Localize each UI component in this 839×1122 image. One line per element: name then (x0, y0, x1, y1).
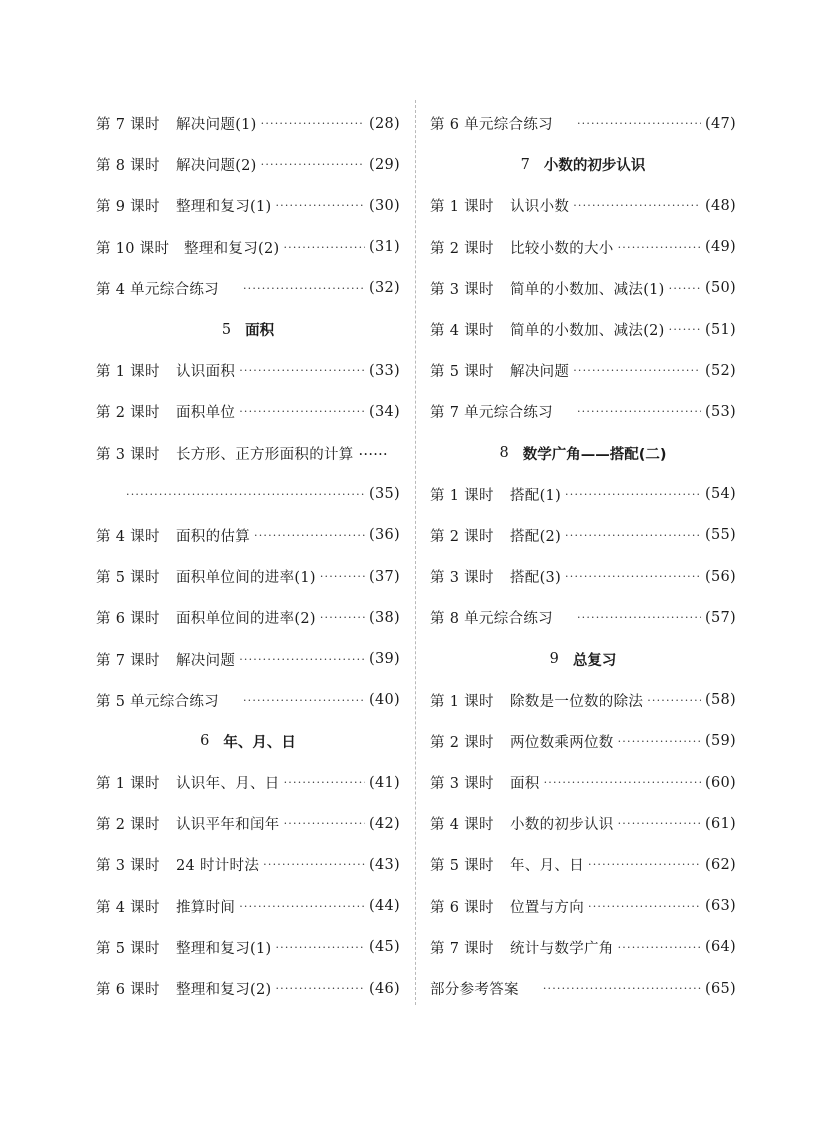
toc-entry[interactable] (96, 968, 400, 1009)
lesson-label: 第 5 课时 (96, 940, 160, 957)
toc-entry[interactable] (96, 268, 400, 309)
dot-leader (243, 282, 365, 295)
unit-title: 年、月、日 (223, 734, 296, 751)
page-number: (32) (369, 280, 400, 297)
lesson-title: 24 时计时法 (176, 858, 260, 875)
dot-leader (618, 735, 701, 748)
lesson-label: 第 2 课时 (430, 240, 494, 257)
page-number: (42) (369, 815, 400, 832)
lesson-label: 第 4 课时 (430, 323, 494, 340)
page-number: (31) (369, 239, 400, 256)
dot-leader (618, 817, 701, 830)
dot-leader (254, 529, 365, 542)
unit-heading (430, 638, 736, 679)
page-number: (28) (369, 115, 400, 132)
lesson-title: 认识年、月、日 (176, 776, 280, 793)
lesson-title: 整理和复习(2) (184, 240, 280, 257)
dot-leader (573, 364, 701, 377)
lesson-label: 第 2 课时 (430, 734, 494, 751)
page-number: (48) (705, 197, 736, 214)
lesson-title: 解决问题(1) (176, 117, 257, 134)
lesson-title: 长方形、正方形面积的计算 ······ (176, 446, 388, 463)
lesson-title: 统计与数学广角 (510, 940, 614, 957)
lesson-title: 面积单位 (176, 405, 236, 422)
dot-leader (275, 982, 365, 995)
unit-number: 9 (549, 651, 559, 668)
dot-leader (577, 611, 701, 624)
dot-leader (543, 982, 701, 995)
toc-entry[interactable] (430, 762, 736, 803)
page-number: (47) (705, 115, 736, 132)
dot-leader (239, 364, 365, 377)
toc-entry[interactable] (96, 886, 400, 927)
lesson-title: 年、月、日 (510, 858, 584, 875)
unit-heading (96, 721, 400, 762)
lesson-label: 第 3 课时 (430, 281, 494, 298)
dot-leader (544, 776, 701, 789)
page-number: (60) (705, 774, 736, 791)
toc-entry[interactable] (430, 515, 736, 556)
lesson-label: 第 3 课时 (430, 776, 494, 793)
toc-entry[interactable] (430, 803, 736, 844)
lesson-title: 搭配(2) (510, 528, 562, 545)
toc-entry[interactable] (96, 803, 400, 844)
dot-leader (275, 941, 365, 954)
page-number: (64) (705, 939, 736, 956)
lesson-title: 解决问题 (510, 364, 570, 381)
page-number: (43) (369, 856, 400, 873)
page-number: (34) (369, 403, 400, 420)
toc-right-column (430, 103, 736, 1009)
dot-leader (126, 488, 365, 501)
page-number: (61) (705, 815, 736, 832)
lesson-title: 面积的估算 (176, 528, 250, 545)
toc-entry-continuation[interactable] (96, 474, 400, 515)
page-number: (52) (705, 362, 736, 379)
lesson-label: 第 4 单元综合练习 (96, 281, 219, 298)
toc-entry[interactable] (430, 103, 736, 144)
toc-entry[interactable] (96, 515, 400, 556)
lesson-label: 第 8 课时 (96, 158, 160, 175)
lesson-label: 第 3 课时 (96, 446, 160, 463)
page-number: (63) (705, 898, 736, 915)
toc-entry[interactable] (430, 886, 736, 927)
toc-entry[interactable] (96, 391, 400, 432)
lesson-title: 简单的小数加、减法(2) (510, 323, 665, 340)
lesson-title: 整理和复习(1) (176, 199, 272, 216)
page-number: (55) (705, 527, 736, 544)
toc-entry[interactable] (430, 350, 736, 391)
dot-leader (283, 241, 365, 254)
lesson-title: 推算时间 (176, 899, 236, 916)
toc-entry[interactable] (96, 556, 400, 597)
unit-number: 8 (499, 445, 509, 462)
lesson-label: 第 6 课时 (96, 611, 160, 628)
page-number: (37) (369, 568, 400, 585)
dot-leader (261, 158, 365, 171)
toc-entry[interactable] (96, 638, 400, 679)
toc-entry[interactable] (96, 680, 400, 721)
toc-entry[interactable] (430, 227, 736, 268)
page-number: (53) (705, 403, 736, 420)
page-number: (58) (705, 692, 736, 709)
toc-entry[interactable] (96, 350, 400, 391)
toc-entry[interactable] (430, 268, 736, 309)
toc-entry[interactable] (430, 968, 736, 1009)
dot-leader (588, 900, 701, 913)
lesson-label: 第 2 课时 (96, 405, 160, 422)
unit-number: 5 (221, 321, 232, 338)
page-number: (29) (369, 156, 400, 173)
dot-leader (239, 405, 365, 418)
page-number: (62) (705, 856, 736, 873)
toc-entry[interactable] (430, 721, 736, 762)
toc-entry[interactable] (430, 927, 736, 968)
lesson-title: 整理和复习(2) (176, 982, 272, 999)
lesson-title: 面积单位间的进率(2) (176, 611, 316, 628)
unit-title: 面积 (245, 323, 275, 340)
toc-entry[interactable] (430, 680, 736, 721)
column-divider (415, 100, 416, 1005)
unit-number: 6 (200, 733, 210, 750)
toc-entry[interactable] (430, 844, 736, 885)
lesson-label: 第 3 课时 (96, 858, 160, 875)
lesson-title: 整理和复习(1) (176, 940, 272, 957)
lesson-title: 认识面积 (176, 364, 236, 381)
lesson-label: 第 4 课时 (96, 528, 160, 545)
toc-entry[interactable] (430, 474, 736, 515)
lesson-title: 小数的初步认识 (510, 817, 614, 834)
lesson-label: 第 1 课时 (430, 693, 494, 710)
lesson-label: 第 2 课时 (96, 817, 160, 834)
lesson-title: 解决问题(2) (176, 158, 257, 175)
unit-number: 7 (520, 156, 530, 173)
lesson-label: 部分参考答案 (430, 982, 519, 999)
lesson-label: 第 10 课时 (96, 240, 170, 257)
page-number: (51) (705, 321, 736, 338)
page-number: (50) (705, 280, 736, 297)
lesson-title: 位置与方向 (510, 899, 584, 916)
lesson-title: 搭配(3) (510, 570, 562, 587)
lesson-label: 第 6 单元综合练习 (430, 117, 553, 134)
lesson-label: 第 4 课时 (430, 817, 494, 834)
dot-leader (239, 900, 365, 913)
dot-leader (669, 282, 701, 295)
dot-leader (261, 117, 365, 130)
lesson-label: 第 6 课时 (96, 982, 160, 999)
toc-entry[interactable] (430, 597, 736, 638)
page-number: (39) (369, 651, 400, 668)
lesson-title: 认识小数 (510, 199, 570, 216)
lesson-title: 面积单位间的进率(1) (176, 570, 316, 587)
page-number: (40) (369, 692, 400, 709)
dot-leader (243, 694, 365, 707)
page-number: (44) (369, 898, 400, 915)
page-number: (30) (369, 197, 400, 214)
lesson-label: 第 1 课时 (430, 487, 494, 504)
dot-leader (284, 776, 365, 789)
unit-heading (430, 144, 736, 185)
unit-title: 数学广角——搭配(二) (522, 446, 667, 463)
dot-leader (618, 941, 701, 954)
dot-leader (275, 199, 365, 212)
lesson-label: 第 7 课时 (96, 652, 160, 669)
lesson-label: 第 7 课时 (430, 940, 494, 957)
page-number: (54) (705, 486, 736, 503)
page-number: (36) (369, 527, 400, 544)
page-number: (45) (369, 939, 400, 956)
dot-leader (588, 858, 701, 871)
toc-entry[interactable] (96, 185, 400, 226)
dot-leader (577, 117, 701, 130)
lesson-label: 第 7 课时 (96, 117, 160, 134)
lesson-label: 第 1 课时 (430, 199, 494, 216)
toc-entry[interactable] (430, 556, 736, 597)
lesson-title: 搭配(1) (510, 487, 562, 504)
lesson-label: 第 1 课时 (96, 776, 160, 793)
lesson-label: 第 4 课时 (96, 899, 160, 916)
page-number: (59) (705, 733, 736, 750)
dot-leader (565, 488, 701, 501)
lesson-title: 比较小数的大小 (510, 240, 614, 257)
dot-leader (284, 817, 365, 830)
toc-entry[interactable] (96, 762, 400, 803)
dot-leader (565, 529, 701, 542)
lesson-label: 第 3 课时 (430, 570, 494, 587)
lesson-title: 两位数乘两位数 (510, 734, 614, 751)
dot-leader (320, 570, 365, 583)
lesson-label: 第 7 单元综合练习 (430, 405, 553, 422)
page-number: (56) (705, 568, 736, 585)
toc-entry[interactable] (430, 309, 736, 350)
dot-leader (263, 858, 365, 871)
dot-leader (669, 323, 701, 336)
toc-entry[interactable] (96, 227, 400, 268)
unit-title: 总复习 (572, 652, 617, 669)
lesson-label: 第 5 课时 (430, 858, 494, 875)
page-number: (35) (369, 486, 400, 503)
lesson-label: 第 1 课时 (96, 364, 160, 381)
unit-heading (430, 433, 736, 474)
page-number: (49) (705, 239, 736, 256)
page-number: (41) (369, 774, 400, 791)
lesson-label: 第 2 课时 (430, 528, 494, 545)
lesson-title: 认识平年和闰年 (176, 817, 280, 834)
dot-leader (573, 199, 701, 212)
toc-left-column (96, 103, 400, 1009)
page-number: (65) (705, 980, 736, 997)
lesson-label: 第 9 课时 (96, 199, 160, 216)
unit-title: 小数的初步认识 (543, 158, 646, 175)
toc-entry[interactable] (96, 597, 400, 638)
lesson-title: 除数是一位数的除法 (510, 693, 644, 710)
dot-leader (239, 653, 365, 666)
lesson-title: 解决问题 (176, 652, 236, 669)
toc-entry[interactable] (96, 927, 400, 968)
dot-leader (320, 611, 365, 624)
lesson-label: 第 8 单元综合练习 (430, 611, 553, 628)
lesson-title: 面积 (510, 776, 540, 793)
toc-entry[interactable] (96, 144, 400, 185)
toc-entry[interactable] (96, 103, 400, 144)
page-number: (57) (705, 609, 736, 626)
lesson-label: 第 6 课时 (430, 899, 494, 916)
dot-leader (647, 694, 701, 707)
toc-entry[interactable] (430, 185, 736, 226)
dot-leader (618, 241, 701, 254)
toc-entry[interactable] (430, 391, 736, 432)
toc-entry[interactable] (96, 433, 400, 474)
page-number: (38) (369, 609, 400, 626)
dot-leader (565, 570, 701, 583)
toc-entry[interactable] (96, 844, 400, 885)
lesson-label: 第 5 单元综合练习 (96, 693, 219, 710)
page-number: (33) (369, 362, 400, 379)
page-number: (46) (369, 980, 400, 997)
lesson-label: 第 5 课时 (430, 364, 494, 381)
lesson-label: 第 5 课时 (96, 570, 160, 587)
lesson-title: 简单的小数加、减法(1) (510, 281, 665, 298)
unit-heading (96, 309, 400, 350)
dot-leader (577, 405, 701, 418)
